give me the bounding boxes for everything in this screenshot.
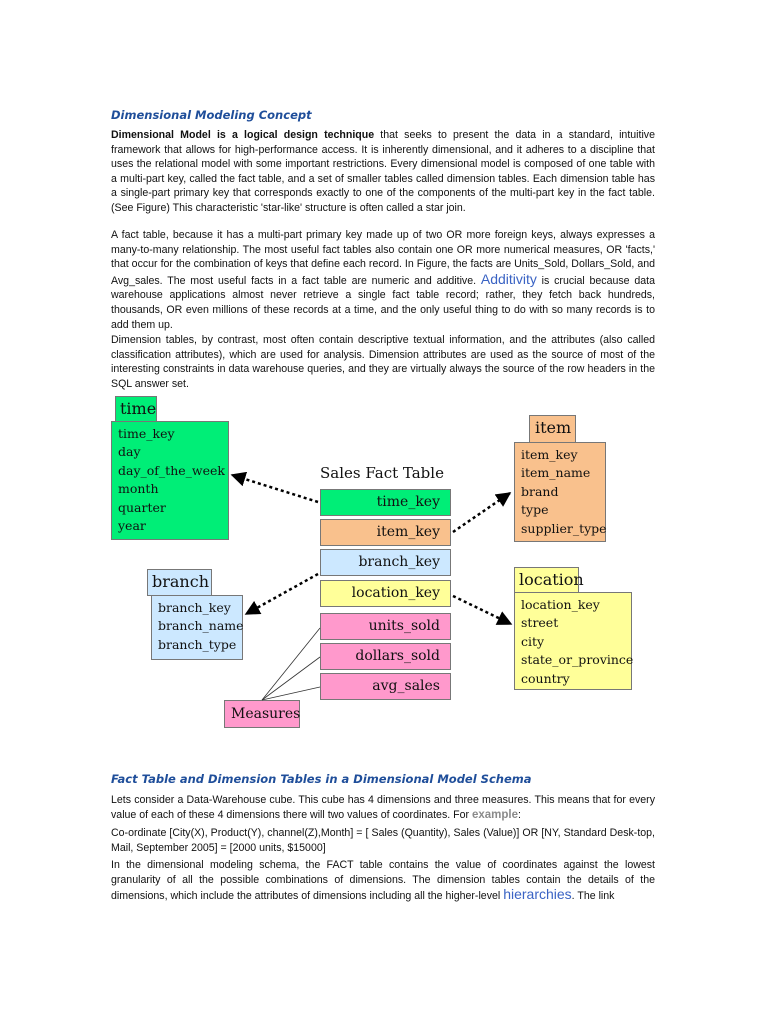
attr-day: day — [118, 444, 141, 460]
attr-state-or-province: state_or_province — [521, 652, 634, 668]
paragraph-text: : — [518, 808, 521, 821]
attr-supplier-type: supplier_type — [521, 520, 607, 536]
paragraph-schema — [111, 858, 655, 904]
arrow-branch — [246, 574, 318, 614]
attr-type: type — [521, 502, 549, 518]
paragraph-text: is crucial because data warehouse applications almost never retrieve a single fact table record; rather, they fetch back hundreds, thousands, OR even millions of these records at a time, and the only useful thing to do with so many records is to add them up. — [111, 274, 655, 331]
arrow-location — [453, 596, 511, 624]
measures-label: Measures — [224, 700, 300, 728]
paragraph-coordinate: Co-ordinate [City(X), Product(Y), channel(Z),Month] = [ Sales (Quantity), Sales (Value)] OR [NY, Standard Desk-top, Mail, September 2005] = [2000 units, $15000] — [111, 827, 655, 854]
paragraph-text: Lets consider a Data-Warehouse cube. This cube has 4 dimensions and three measures. This means that for every value of each of these 4 dimensions there will two values of coordinates. For — [111, 794, 655, 821]
paragraph-text: In the dimensional modeling schema, the FACT table contains the value of coordinates against the lowest granularity of all the possible combinations of dimensions. The dimension tables contain the details of the dimensions, which include the attributes of dimensions including all the higher-level — [111, 859, 655, 903]
hierarchies-link[interactable]: hierarchies — [503, 886, 572, 903]
attr-day-of-the-week: day_of_the_week — [118, 462, 225, 478]
fact-avg-sales: avg_sales — [320, 673, 451, 700]
arrow-item — [453, 493, 510, 532]
location-table-title: location — [514, 567, 579, 593]
attr-month: month — [118, 481, 159, 497]
attr-city: city — [521, 633, 545, 649]
attr-branch-name: branch_name — [158, 618, 244, 634]
fact-units-sold: units_sold — [320, 613, 451, 640]
example-link[interactable]: example — [471, 808, 518, 821]
additivity-link[interactable]: Additivity — [480, 270, 537, 287]
fact-dollars-sold: dollars_sold — [320, 643, 451, 670]
section-heading-dimensional-modeling: Dimensional Modeling Concept — [111, 108, 312, 122]
paragraph-text: A fact table, because it has a multi-part primary key made up of two OR more foreign keys, always expresses a many-to-many relationship. The most useful fact tables also contain one OR more numerical measures, OR 'facts,' that occur for the combination of keys that define each record. In Figure, the facts are Units_Sold, Dollars_Sold, and Avg_sales. The most useful facts in a fact table are numeric and additive. — [111, 229, 655, 287]
fact-location-key: location_key — [320, 580, 451, 607]
attr-location-key: location_key — [521, 597, 600, 612]
attr-item-key: item_key — [521, 447, 578, 462]
time-table-title: time — [115, 396, 157, 422]
section-heading-fact-dimension-tables: Fact Table and Dimension Tables in a Dimensional Model Schema — [111, 772, 532, 786]
attr-year: year — [118, 518, 146, 534]
fact-time-key: time_key — [320, 489, 451, 516]
bold-definition: Dimensional Model is a logical design technique — [111, 129, 375, 141]
attr-street: street — [521, 615, 559, 631]
attr-country: country — [521, 670, 570, 686]
paragraph-text: . The link — [571, 890, 615, 903]
attr-branch-type: branch_type — [158, 636, 237, 652]
paragraph-text: that seeks to present the data in a standard, intuitive framework that allows for high-performance access. It is inherently dimensional, and it adheres to a discipline that uses the relational model with some important restrictions. Every dimensional model is composed of one table with a multi-part key, called the fact table, and a set of smaller tables called dimension tables. Each dimension table has a single-part primary key that corresponds exactly to one of the components of the multi-part key in the fact table. (See Figure) This characteristic 'star-like' structure is often called a star join. — [111, 129, 655, 214]
attr-brand: brand — [521, 483, 559, 499]
paragraph-cube — [111, 793, 655, 822]
attr-branch-key: branch_key — [158, 600, 231, 615]
attr-quarter: quarter — [118, 499, 166, 515]
fact-table-title: Sales Fact Table — [320, 464, 444, 482]
arrow-time — [232, 475, 318, 502]
attr-item-name: item_name — [521, 465, 591, 481]
item-table-title: item — [529, 415, 576, 443]
fact-branch-key: branch_key — [320, 549, 451, 576]
attr-time-key: time_key — [118, 426, 175, 441]
paragraph-dimension-tables: Dimension tables, by contrast, most often contain descriptive textual information, and the attributes (also called classification attributes), which are used for analysis. Dimension attributes are used as the source of most of the interesting constraints in data warehouse queries, and they are virtually always the source of the row headers in the SQL answer set. — [111, 334, 655, 390]
branch-table-title: branch — [147, 569, 212, 596]
fact-item-key: item_key — [320, 519, 451, 546]
